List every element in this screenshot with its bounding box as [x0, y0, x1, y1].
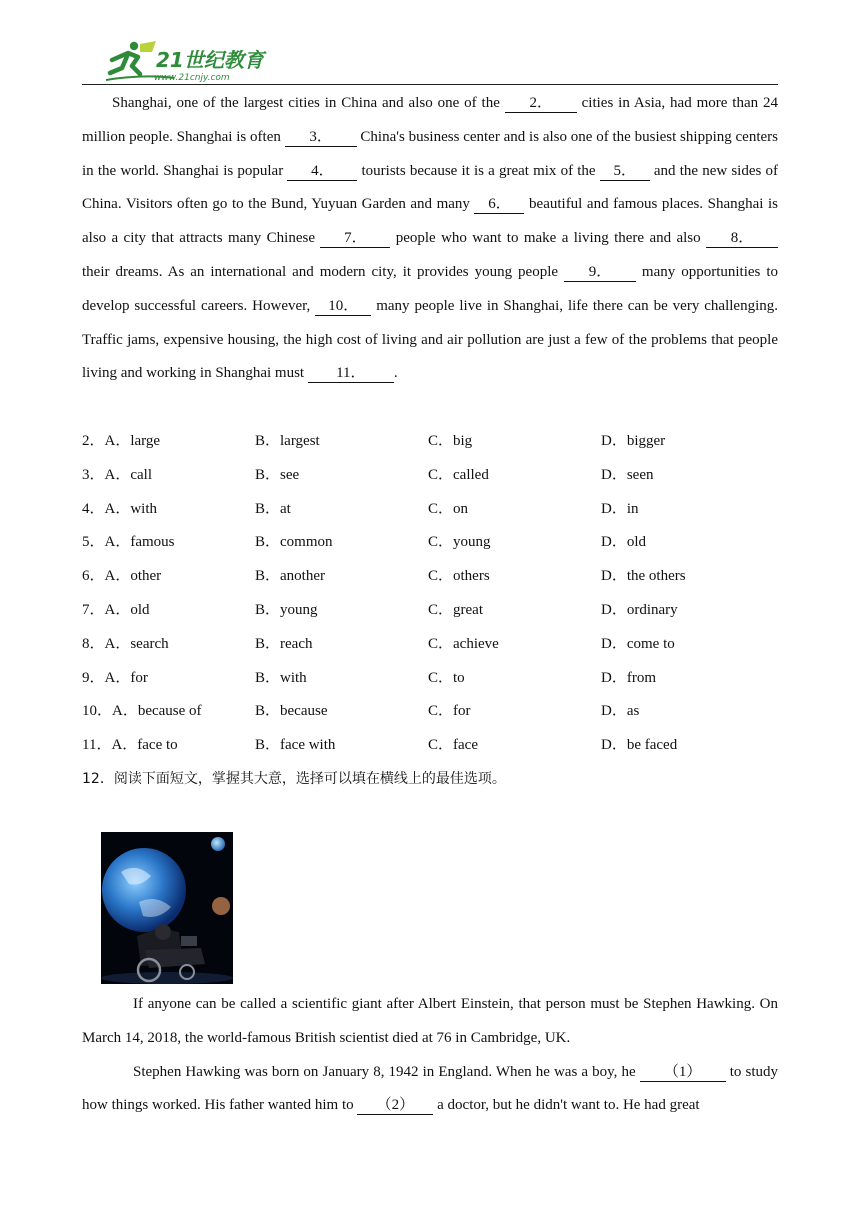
question-12-instruction: 12．阅读下面短文，掌握其大意，选择可以填在横线上的最佳选项。 [82, 771, 506, 787]
cloze-passage-shanghai [82, 87, 778, 391]
option-a[interactable]: 6．A．other [82, 568, 162, 585]
option-b[interactable]: B．face with [255, 737, 336, 754]
option-c[interactable]: C．on [428, 500, 469, 517]
option-a[interactable]: 8．A．search [82, 635, 169, 652]
option-a[interactable]: 9．A．for [82, 669, 148, 686]
option-d[interactable]: D．seen [601, 466, 654, 483]
option-c[interactable]: C．big [428, 433, 473, 449]
answer-blank-9[interactable]: 9． [564, 264, 636, 282]
option-b[interactable]: B．reach [255, 635, 313, 652]
answer-blank-3[interactable]: 3． [285, 129, 357, 147]
answer-blank-10[interactable]: 10． [315, 298, 371, 316]
option-a[interactable]: 2．A．large [82, 433, 161, 449]
option-a[interactable]: 10．A．because of [82, 703, 202, 720]
option-a[interactable]: 11．A．face to [82, 737, 178, 754]
option-a[interactable]: 5．A．famous [82, 534, 175, 551]
option-row [82, 695, 782, 729]
option-d[interactable]: D．come to [601, 635, 675, 652]
option-d[interactable]: D．as [601, 703, 640, 720]
option-d[interactable]: D．be faced [601, 737, 678, 754]
option-d[interactable]: D．ordinary [601, 601, 678, 618]
answer-blank-1[interactable]: （1） [640, 1064, 726, 1082]
option-c[interactable]: C．to [428, 669, 465, 686]
logo-url: www.21cnjy.com [154, 73, 230, 83]
option-row [82, 594, 782, 628]
answer-blank-5[interactable]: 5． [600, 163, 650, 181]
option-a[interactable]: 4．A．with [82, 500, 158, 517]
option-a[interactable]: 7．A．old [82, 601, 150, 618]
option-c[interactable]: C．face [428, 737, 478, 754]
answer-blank-2[interactable]: 2． [505, 95, 577, 113]
answer-blank-2[interactable]: （2） [357, 1097, 433, 1115]
option-b[interactable]: B．because [255, 703, 328, 720]
reading-passage-hawking [82, 988, 778, 1123]
option-b[interactable]: B．at [255, 500, 291, 517]
answer-blank-4[interactable]: 4． [287, 163, 357, 181]
option-c[interactable]: C．young [428, 534, 491, 551]
passage-paragraph: Shanghai, one of the largest cities in China and also one of the 2． cities in Asia, had more than 24 million people. Shanghai is often 3． China's business center and is also one of the busiest shipping centers in the world. Shanghai is popular 4． tourists because it is a great mix of the 5． and the new sides of China. Visitors often go to the Bund, Yuyuan Garden and many 6． beautiful and famous places. Shanghai is also a city that attracts many Chinese 7． people who want to make a living there and also 8． their dreams. As an international and modern city, it provides young people 9． many opportunities to develop successful careers. However, 10． many people live in Shanghai, life there can be very challenging. Traffic jams, expensive housing, the high cost of living and air pollution are just a few of the problems that people living and working in Shanghai must 11． . [82, 95, 779, 382]
answer-blank-8[interactable]: 8． [706, 230, 778, 248]
option-row [82, 628, 782, 662]
logo-title: 21世纪教育 [156, 48, 264, 72]
option-c[interactable]: C．great [428, 601, 483, 618]
option-c[interactable]: C．for [428, 703, 471, 720]
passage-paragraph: Stephen Hawking was born on January 8, 1942 in England. When he was a boy, he （1） to study how things worked. His father wanted him to （2） a doctor, but he didn't want to. He had great [82, 1063, 778, 1114]
option-b[interactable]: B．see [255, 466, 300, 483]
option-d[interactable]: D．the others [601, 568, 686, 585]
option-row [82, 729, 782, 763]
option-c[interactable]: C．called [428, 466, 489, 483]
site-logo [104, 40, 269, 84]
hawking-photo [101, 832, 233, 984]
answer-blank-6[interactable]: 6． [474, 196, 524, 214]
option-b[interactable]: B．another [255, 568, 325, 585]
answer-options [82, 425, 782, 763]
option-c[interactable]: C．others [428, 568, 490, 585]
option-row [82, 425, 782, 459]
option-d[interactable]: D．old [601, 534, 647, 551]
option-b[interactable]: B．young [255, 601, 318, 618]
option-row [82, 459, 782, 493]
option-d[interactable]: D．bigger [601, 433, 666, 449]
option-row [82, 560, 782, 594]
option-row [82, 662, 782, 696]
option-c[interactable]: C．achieve [428, 635, 499, 652]
answer-blank-11[interactable]: 11． [308, 365, 394, 383]
answer-blank-7[interactable]: 7． [320, 230, 390, 248]
option-b[interactable]: B．with [255, 669, 307, 686]
option-d[interactable]: D．from [601, 669, 656, 686]
passage-paragraph: If anyone can be called a scientific giant after Albert Einstein, that person must be Stephen Hawking. On March 14, 2018, the world-famous British scientist died at 76 in Cambridge, UK. [82, 996, 778, 1046]
option-row [82, 493, 782, 527]
option-a[interactable]: 3．A．call [82, 466, 152, 483]
option-b[interactable]: B．largest [255, 433, 320, 449]
option-d[interactable]: D．in [601, 500, 639, 517]
option-row [82, 526, 782, 560]
option-b[interactable]: B．common [255, 534, 333, 551]
header-divider [82, 84, 778, 85]
